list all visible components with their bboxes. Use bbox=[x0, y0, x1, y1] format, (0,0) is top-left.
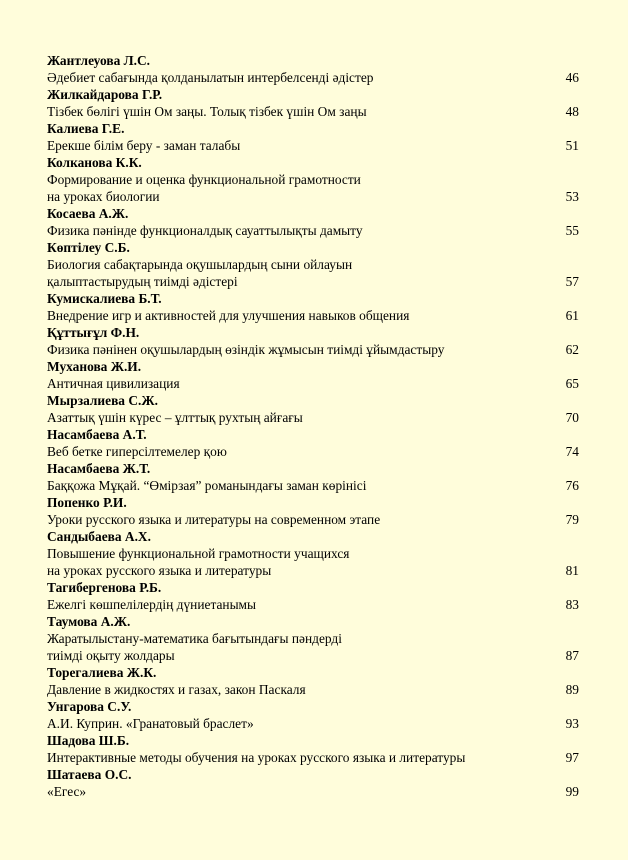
toc-author: Шадова Ш.Б. bbox=[47, 733, 130, 748]
toc-page-number: 55 bbox=[565, 223, 579, 238]
toc-author: Попенко Р.И. bbox=[47, 495, 127, 510]
toc-page-number: 48 bbox=[565, 104, 579, 119]
toc-entry bbox=[47, 154, 579, 205]
toc-title-line: Әдебиет сабағында қолданылатын интербелсенді әдістер bbox=[47, 70, 374, 85]
toc-page-number: 89 bbox=[565, 682, 579, 697]
toc-entry bbox=[47, 766, 579, 800]
toc-page-number: 46 bbox=[565, 70, 579, 85]
toc-title-row bbox=[47, 137, 579, 154]
toc-entry bbox=[47, 290, 579, 324]
toc-page-number: 62 bbox=[565, 342, 579, 357]
toc-author: Жилкайдарова Г.Р. bbox=[47, 87, 163, 102]
toc-title-row bbox=[47, 222, 579, 239]
toc-author: Колканова К.К. bbox=[47, 155, 142, 170]
table-of-contents bbox=[47, 52, 579, 800]
toc-author: Таумова А.Ж. bbox=[47, 614, 131, 629]
toc-page-number: 83 bbox=[565, 597, 579, 612]
toc-title-row bbox=[47, 545, 579, 579]
toc-entry bbox=[47, 205, 579, 239]
toc-title-line: Жаратылыстану-математика бағытындағы пәндерді bbox=[47, 631, 342, 646]
toc-entry bbox=[47, 732, 579, 766]
toc-entry bbox=[47, 613, 579, 664]
toc-entry bbox=[47, 579, 579, 613]
toc-entry bbox=[47, 698, 579, 732]
toc-entry bbox=[47, 120, 579, 154]
toc-title-line: Физика пәнінен оқушылардың өзіндік жұмысын тиімді ұйымдастыру bbox=[47, 342, 445, 357]
toc-author: Насамбаева Ж.Т. bbox=[47, 461, 151, 476]
toc-title-row bbox=[47, 69, 579, 86]
toc-title-line: Биология сабақтарында оқушылардың сыни ойлауын bbox=[47, 257, 353, 272]
toc-title-row bbox=[47, 171, 579, 205]
toc-title-row bbox=[47, 511, 579, 528]
toc-title-line: Ерекше білім беру - заман талабы bbox=[47, 138, 241, 153]
toc-title-row bbox=[47, 783, 579, 800]
toc-page-number: 70 bbox=[565, 410, 579, 425]
toc-page-number: 93 bbox=[565, 716, 579, 731]
toc-page-number: 57 bbox=[565, 274, 579, 289]
toc-title-row bbox=[47, 103, 579, 120]
toc-entry bbox=[47, 664, 579, 698]
toc-entry bbox=[47, 52, 579, 86]
toc-title-line: Веб бетке гиперсілтемелер қою bbox=[47, 444, 227, 459]
toc-author: Сандыбаева А.Х. bbox=[47, 529, 151, 544]
toc-title-row bbox=[47, 596, 579, 613]
toc-page-number: 79 bbox=[565, 512, 579, 527]
toc-page-number: 76 bbox=[565, 478, 579, 493]
toc-author: Калиева Г.Е. bbox=[47, 121, 125, 136]
toc-author: Мырзалиева С.Ж. bbox=[47, 393, 158, 408]
toc-entry bbox=[47, 239, 579, 290]
toc-title-line: на уроках биологии bbox=[47, 189, 160, 204]
toc-page-number: 99 bbox=[565, 784, 579, 799]
toc-page-number: 74 bbox=[565, 444, 579, 459]
toc-title-line: «Егес» bbox=[47, 784, 87, 799]
toc-title-line: Азаттық үшін күрес – ұлттық рухтың айғағы bbox=[47, 410, 303, 425]
toc-author: Көптілеу С.Б. bbox=[47, 240, 130, 255]
toc-title-line: Ежелгі көшпелілердің дүниетанымы bbox=[47, 597, 257, 612]
toc-title-line: Давление в жидкостях и газах, закон Паскаля bbox=[47, 682, 306, 697]
toc-title-line: тиімді оқыту жолдары bbox=[47, 648, 175, 663]
toc-author: Тагибергенова Р.Б. bbox=[47, 580, 162, 595]
toc-title-row bbox=[47, 443, 579, 460]
toc-title-line: Внедрение игр и активностей для улучшения навыков общения bbox=[47, 308, 410, 323]
toc-title-line: Уроки русского языка и литературы на современном этапе bbox=[47, 512, 381, 527]
toc-page-number: 81 bbox=[565, 563, 579, 578]
toc-page-number: 61 bbox=[565, 308, 579, 323]
toc-author: Жантлеуова Л.С. bbox=[47, 53, 151, 68]
toc-title-line: Баққожа Мұқай. “Өмірзая” романындағы заман көрінісі bbox=[47, 478, 367, 493]
toc-entry bbox=[47, 460, 579, 494]
toc-title-line: Физика пәнінде функционалдық сауаттылықты дамыту bbox=[47, 223, 363, 238]
toc-entry bbox=[47, 426, 579, 460]
toc-title-line: Античная цивилизация bbox=[47, 376, 180, 391]
toc-title-row bbox=[47, 375, 579, 392]
toc-title-row bbox=[47, 341, 579, 358]
toc-author: Шатаева О.С. bbox=[47, 767, 132, 782]
toc-entry bbox=[47, 358, 579, 392]
toc-title-line: на уроках русского языка и литературы bbox=[47, 563, 272, 578]
toc-author: Унгарова С.У. bbox=[47, 699, 132, 714]
toc-author: Насамбаева А.Т. bbox=[47, 427, 147, 442]
toc-title-row bbox=[47, 477, 579, 494]
toc-page-number: 97 bbox=[565, 750, 579, 765]
toc-entry bbox=[47, 392, 579, 426]
toc-entry bbox=[47, 528, 579, 579]
toc-author: Торегалиева Ж.К. bbox=[47, 665, 157, 680]
toc-author: Муханова Ж.И. bbox=[47, 359, 142, 374]
toc-entry bbox=[47, 324, 579, 358]
toc-title-line: А.И. Куприн. «Гранатовый браслет» bbox=[47, 716, 254, 731]
toc-author: Құттығұл Ф.Н. bbox=[47, 325, 140, 340]
toc-title-line: Интерактивные методы обучения на уроках русского языка и литературы bbox=[47, 750, 466, 765]
toc-title-line: Тізбек бөлігі үшін Ом заңы. Толық тізбек үшін Ом заңы bbox=[47, 104, 367, 119]
toc-title-line: қалыптастырудың тиімді әдістері bbox=[47, 274, 238, 289]
toc-entry bbox=[47, 494, 579, 528]
toc-page-number: 65 bbox=[565, 376, 579, 391]
toc-title-row bbox=[47, 256, 579, 290]
toc-title-line: Формирование и оценка функциональной грамотности bbox=[47, 172, 361, 187]
toc-page-number: 53 bbox=[565, 189, 579, 204]
toc-title-row bbox=[47, 715, 579, 732]
toc-page-number: 87 bbox=[565, 648, 579, 663]
toc-title-row bbox=[47, 681, 579, 698]
toc-entry bbox=[47, 86, 579, 120]
toc-author: Кумискалиева Б.Т. bbox=[47, 291, 162, 306]
toc-page-number: 51 bbox=[565, 138, 579, 153]
toc-title-row bbox=[47, 307, 579, 324]
toc-title-row bbox=[47, 630, 579, 664]
toc-title-row bbox=[47, 749, 579, 766]
toc-author: Косаева А.Ж. bbox=[47, 206, 129, 221]
toc-title-line: Повышение функциональной грамотности учащихся bbox=[47, 546, 350, 561]
toc-title-row bbox=[47, 409, 579, 426]
